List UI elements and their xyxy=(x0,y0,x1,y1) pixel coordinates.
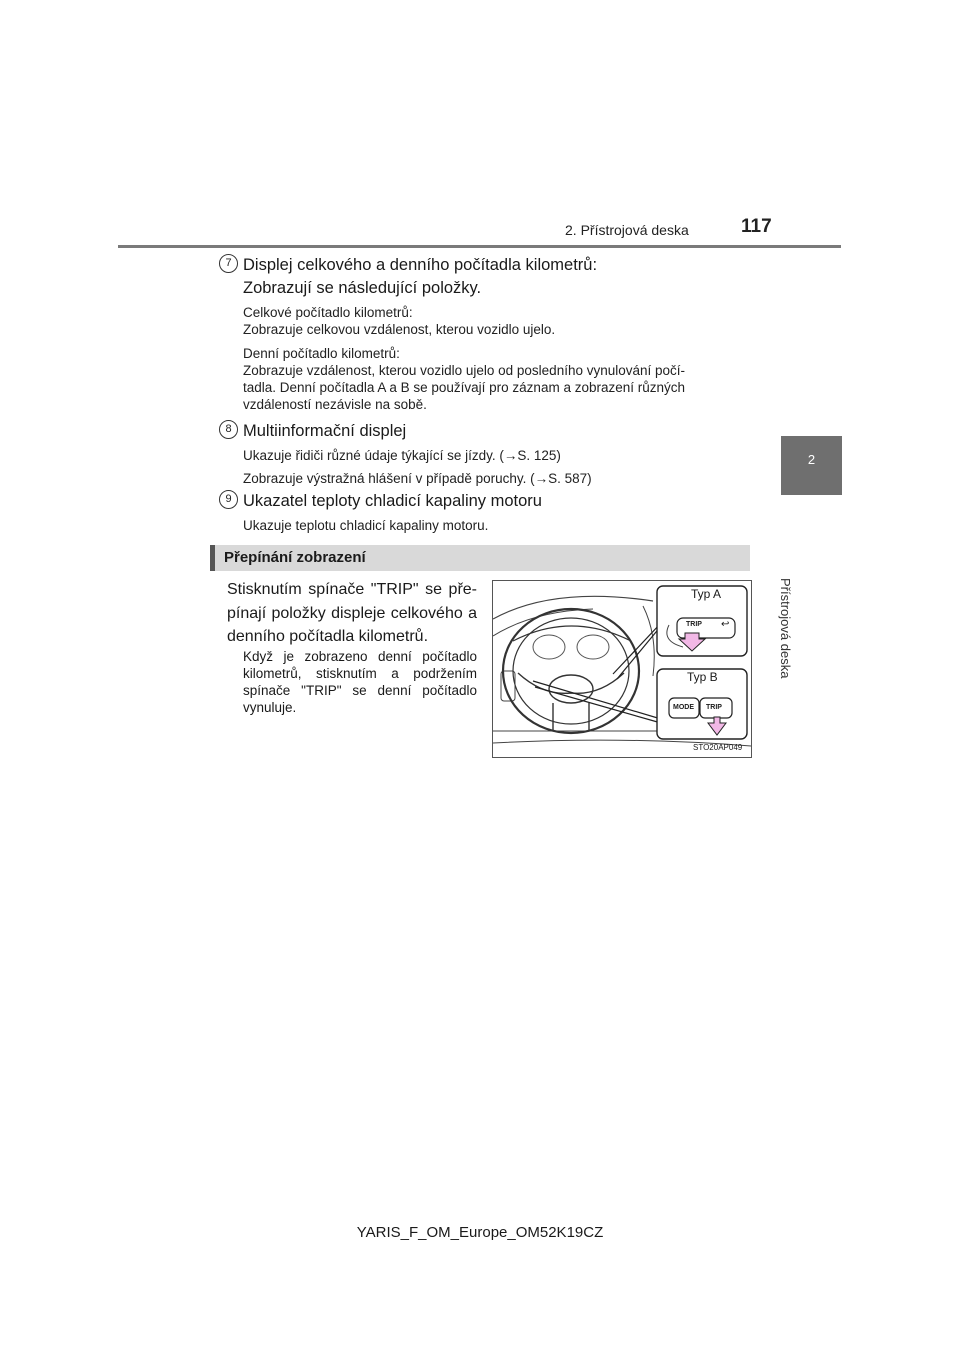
header-rule xyxy=(118,245,841,248)
item-8-para-1: Ukazuje řidiči různé údaje týkající se jízdy. (→S. 125) xyxy=(243,448,561,463)
item-marker-8: 8 xyxy=(219,420,238,439)
chapter-number: 2 xyxy=(807,452,816,467)
item-7-para-1-line-2: Zobrazuje celkovou vzdálenost, kterou vozidlo ujelo. xyxy=(243,322,556,337)
type-a-label: Typ A xyxy=(691,587,722,601)
item-7-para-2-line-2: Zobrazuje vzdálenost, kterou vozidlo ujelo od posledního vynulování počí- xyxy=(243,363,686,378)
chapter-label: Přístrojová deska xyxy=(778,578,793,679)
mode-button-label: MODE xyxy=(673,704,694,711)
section-heading-edge xyxy=(210,545,215,571)
section-note: Když je zobrazeno denní počítadlo kilometrů, stisknutím a podržením spínače "TRIP" se denní počítadlo vynuluje. xyxy=(243,649,477,715)
item-marker-7: 7 xyxy=(219,254,238,273)
section-intro: Stisknutím spínače "TRIP" se pře-pínají položky displeje celkového a denního počítadla kilometrů. xyxy=(227,581,477,645)
document-footer: YARIS_F_OM_Europe_OM52K19CZ xyxy=(356,1224,604,1241)
item-9-title: Ukazatel teploty chladicí kapaliny motoru xyxy=(243,492,542,510)
steering-wheel-figure xyxy=(492,580,752,758)
trip-button-a-label: TRIP xyxy=(686,621,702,628)
trip-button-b-label: TRIP xyxy=(706,704,722,711)
item-7-para-2-line-4: vzdáleností nezávisle na sobě. xyxy=(243,397,427,412)
section-title-header: 2. Přístrojová deska xyxy=(565,222,689,238)
item-8-para-2: Zobrazuje výstražná hlášení v případě poruchy. (→S. 587) xyxy=(243,471,592,486)
page-number: 117 xyxy=(741,216,772,237)
item-7-subtitle: Zobrazují se následující položky. xyxy=(243,279,482,297)
item-7-para-1-line-1: Celkové počítadlo kilometrů: xyxy=(243,305,413,320)
item-8-title: Multiinformační displej xyxy=(243,422,407,440)
return-icon: ↩ xyxy=(721,619,730,630)
item-7-para-2-line-3: tadla. Denní počítadla A a B se používají pro záznam a zobrazení různých xyxy=(243,380,686,395)
steering-wheel-illustration xyxy=(493,581,751,757)
item-7-para-2-line-1: Denní počítadlo kilometrů: xyxy=(243,346,400,361)
item-9-para-1: Ukazuje teplotu chladicí kapaliny motoru. xyxy=(243,518,489,533)
item-7-title: Displej celkového a denního počítadla kilometrů: xyxy=(243,256,598,274)
item-marker-9: 9 xyxy=(219,490,238,509)
type-b-label: Typ B xyxy=(687,670,718,684)
figure-code: STO20AP049 xyxy=(693,743,743,752)
section-heading: Přepínání zobrazení xyxy=(224,549,366,566)
